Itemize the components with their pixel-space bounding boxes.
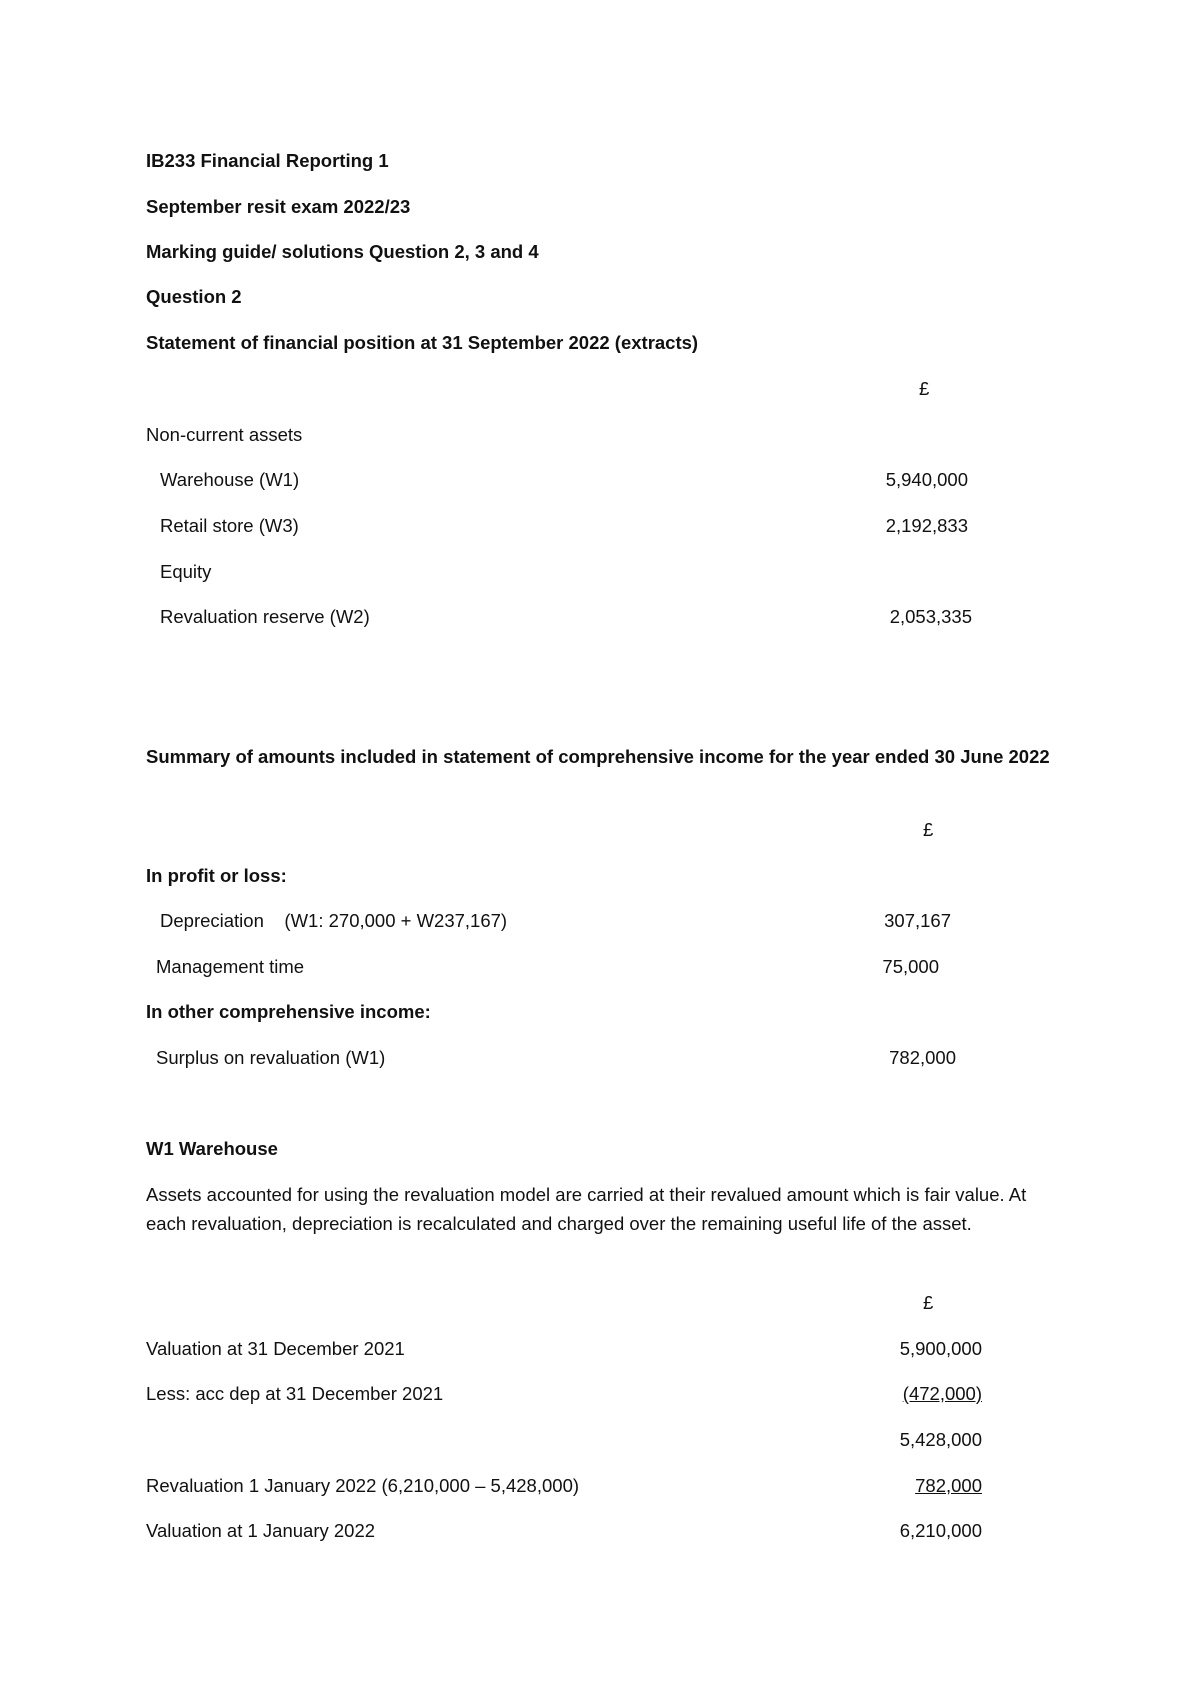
sfp-row-value: 5,940,000 [885, 469, 968, 490]
sfp-row-value: 2,053,335 [889, 606, 972, 627]
soci-profit-loss-heading: In profit or loss: [146, 865, 287, 886]
soci-row-label: Management time [156, 956, 305, 977]
question-heading: Question 2 [146, 286, 242, 307]
w1-row-value: 5,900,000 [899, 1338, 982, 1359]
sfp-non-current-assets-label: Non-current assets [146, 424, 303, 445]
soci-row-label: Surplus on revaluation (W1) [156, 1047, 386, 1068]
sfp-row-value: 2,192,833 [885, 515, 968, 536]
soci-row-value: 75,000 [882, 956, 939, 977]
w1-row-label: Revaluation 1 January 2022 (6,210,000 – 5,428,000) [146, 1475, 580, 1496]
soci-currency: £ [923, 819, 934, 840]
sfp-row-label: Retail store (W3) [160, 515, 299, 536]
course-title: IB233 Financial Reporting 1 [146, 150, 389, 171]
sfp-currency: £ [919, 378, 930, 399]
sfp-equity-label: Equity [160, 561, 212, 582]
w1-row-label: Less: acc dep at 31 December 2021 [146, 1383, 444, 1404]
soci-row-label: Depreciation (W1: 270,000 + W237,167) [160, 910, 508, 931]
w1-subtotal-value: 5,428,000 [899, 1429, 982, 1450]
w1-row-value: 6,210,000 [899, 1520, 982, 1541]
soci-row-value: 307,167 [884, 910, 951, 931]
exam-title: September resit exam 2022/23 [146, 196, 411, 217]
w1-explanation: Assets accounted for using the revaluation model are carried at their revalued amount which is fair value. At each revaluation, depreciation is recalculated and charged over the remaining useful life of the asset. [146, 1184, 1027, 1234]
w1-currency: £ [923, 1292, 934, 1313]
w1-row-value: (472,000) [902, 1383, 982, 1404]
soci-oci-heading: In other comprehensive income: [146, 1001, 431, 1022]
soci-title: Summary of amounts included in statement of comprehensive income for the year ended 30 June 2022 [146, 746, 1050, 767]
w1-title: W1 Warehouse [146, 1138, 278, 1159]
soci-row-value: 782,000 [889, 1047, 956, 1068]
sfp-row-label: Revaluation reserve (W2) [160, 606, 370, 627]
w1-row-label: Valuation at 1 January 2022 [146, 1520, 376, 1541]
w1-row-value: 782,000 [915, 1475, 982, 1496]
sfp-row-label: Warehouse (W1) [160, 469, 300, 490]
marking-guide-title: Marking guide/ solutions Question 2, 3 and 4 [146, 241, 539, 262]
w1-row-label: Valuation at 31 December 2021 [146, 1338, 405, 1359]
sfp-title: Statement of financial position at 31 September 2022 (extracts) [146, 332, 699, 353]
